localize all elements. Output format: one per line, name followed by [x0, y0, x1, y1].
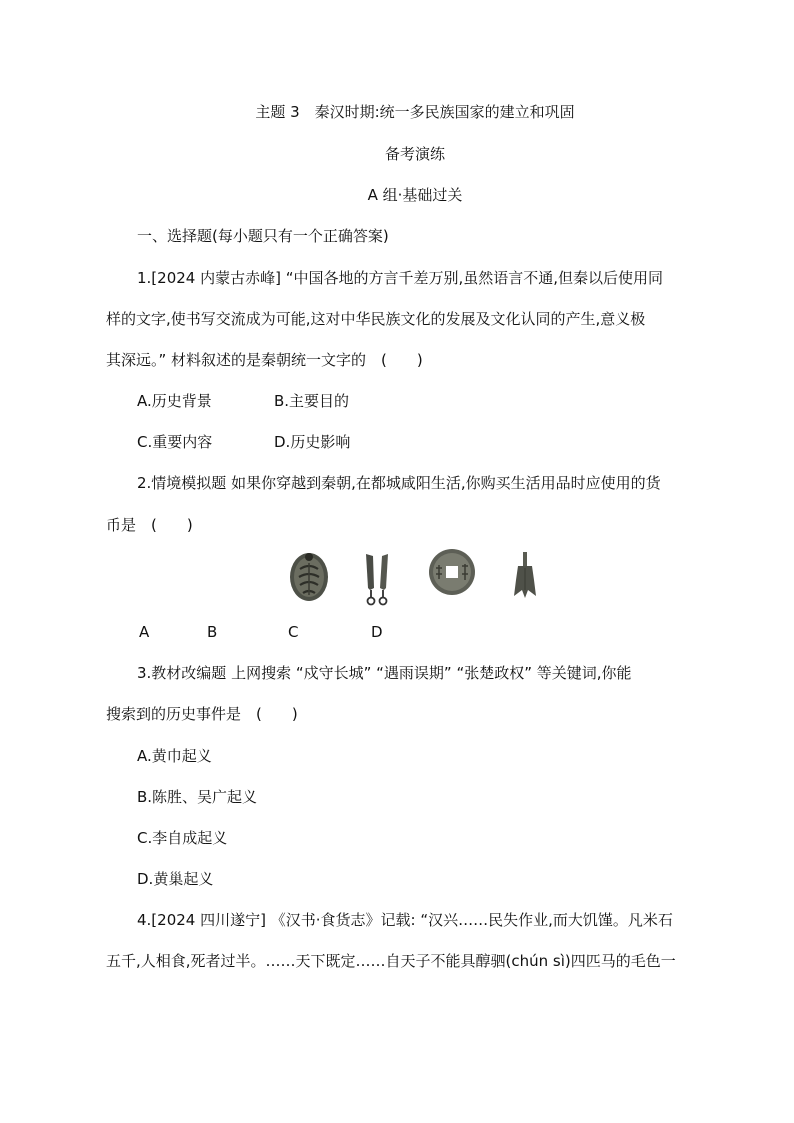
question-3-line-1: 3.教材改编题 上网搜索 “戍守长城” “遇雨误期” “张楚政权” 等关键词,你能 [137, 664, 632, 682]
question-1-line-2: 样的文字,使书写交流成为可能,这对中华民族文化的发展及文化认同的产生,意义极 [106, 310, 646, 328]
question-3-option-b: B.陈胜、吴广起义 [137, 788, 258, 806]
question-3-line-2: 搜索到的历史事件是 ( ) [106, 705, 298, 723]
question-1-option-a: A.历史背景 [137, 392, 212, 410]
question-3-option-c: C.李自成起义 [137, 829, 228, 847]
question-1-line-3: 其深远。” 材料叙述的是秦朝统一文字的 ( ) [106, 351, 423, 369]
question-4-line-2: 五千,人相食,死者过半。……天下既定……自天子不能具醇驷(chún sì)四匹马的毛色一 [106, 952, 676, 970]
coin-label-a: A [139, 623, 150, 641]
knife-coin-icon [362, 552, 392, 606]
coin-label-d: D [371, 623, 383, 641]
question-1-line-1: 1.[2024 内蒙古赤峰] “中国各地的方言千差万别,虽然语言不通,但秦以后使用同 [137, 269, 664, 287]
question-3-option-a: A.黄巾起义 [137, 747, 212, 765]
question-2-line-1: 2.情境模拟题 如果你穿越到秦朝,在都城咸阳生活,你购买生活用品时应使用的货 [137, 474, 661, 492]
question-1-option-c: C.重要内容 [137, 433, 213, 451]
page-subtitle: 备考演练 [384, 145, 445, 163]
coin-label-b: B [207, 623, 218, 641]
ant-nose-coin-icon [288, 549, 330, 603]
round-square-hole-coin-icon [428, 548, 476, 596]
coin-label-c: C [288, 623, 299, 641]
spade-coin-icon [512, 550, 538, 602]
group-heading: A 组·基础过关 [367, 186, 463, 204]
question-3-option-d: D.黄巢起义 [137, 870, 214, 888]
question-2-line-2: 币是 ( ) [106, 516, 193, 534]
page-title: 主题 3 秦汉时期:统一多民族国家的建立和巩固 [255, 103, 575, 121]
coin-images [0, 546, 794, 606]
section-heading: 一、选择题(每小题只有一个正确答案) [137, 227, 389, 245]
question-1-option-d: D.历史影响 [274, 433, 351, 451]
question-1-option-b: B.主要目的 [274, 392, 350, 410]
question-4-line-1: 4.[2024 四川遂宁] 《汉书·食货志》记载: “汉兴……民失作业,而大饥馑。凡米石 [137, 911, 673, 929]
